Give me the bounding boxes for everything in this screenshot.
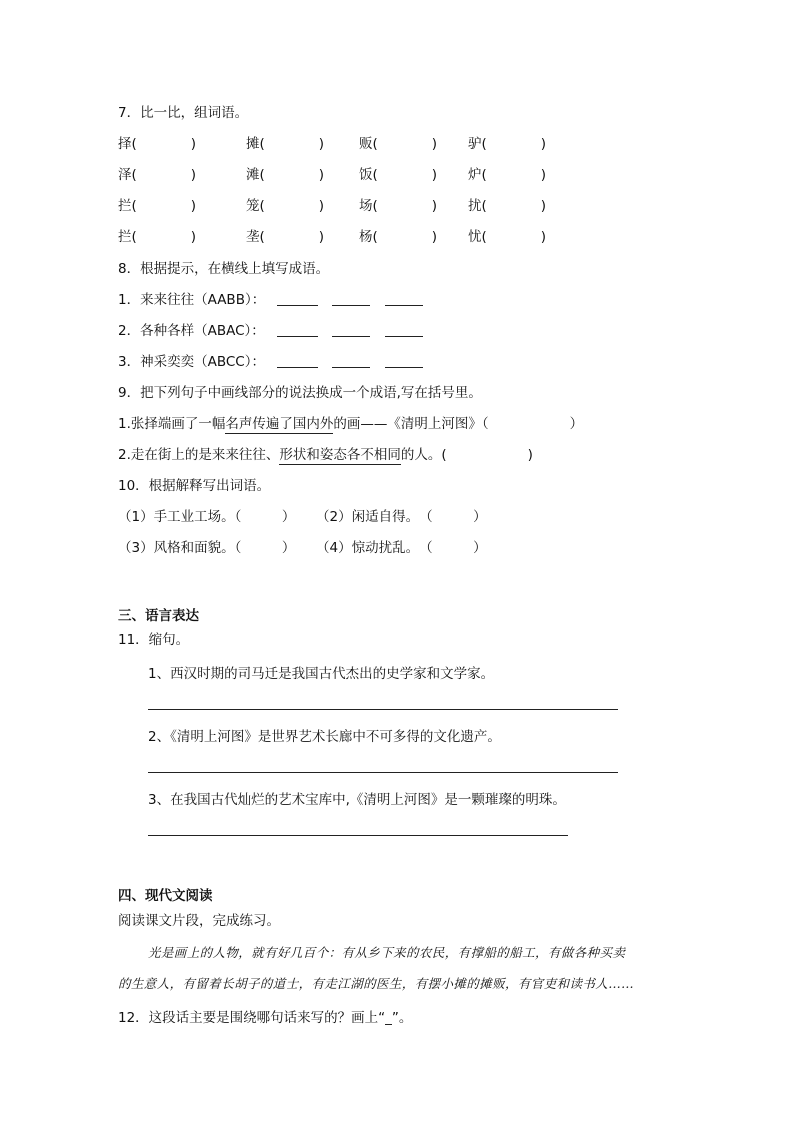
idiom-blank[interactable] xyxy=(385,367,423,368)
q10-item[interactable]: （3）风格和面貌。（ ） xyxy=(118,540,296,556)
idiom-blank[interactable] xyxy=(385,305,423,306)
q7-cell[interactable]: 滩( ) xyxy=(246,167,325,183)
q11-title: 11．缩句。 xyxy=(118,632,190,648)
idiom-blank[interactable] xyxy=(277,336,318,337)
q8-item: 3．神采奕奕（ABCC）： xyxy=(118,354,265,370)
underlined-phrase: 形状和姿态各不相同 xyxy=(279,447,401,463)
q8-title: 8．根据提示，在横线上填写成语。 xyxy=(118,261,330,277)
sentence-text[interactable]: 的人。( ) xyxy=(400,447,533,463)
q7-cell[interactable]: 扰( ) xyxy=(468,198,547,214)
q9-sentence-1 xyxy=(118,414,583,434)
idiom-blank[interactable] xyxy=(332,336,370,337)
shorten-sentence: 1、西汉时期的司马迁是我国古代杰出的史学家和文学家。 xyxy=(148,666,495,682)
q7-cell[interactable]: 场( ) xyxy=(359,198,438,214)
q9-title: 9．把下列句子中画线部分的说法换成一个成语,写在括号里。 xyxy=(118,385,482,401)
q7-cell[interactable]: 垄( ) xyxy=(246,229,325,245)
q7-cell[interactable]: 饭( ) xyxy=(359,167,438,183)
q7-cell[interactable]: 炉( ) xyxy=(468,167,547,183)
q7-cell[interactable]: 择( ) xyxy=(118,136,197,152)
passage-line: 光是画上的人物，就有好几百个：有从乡下来的农民，有撑船的船工，有做各种买卖 xyxy=(148,945,626,960)
q7-cell[interactable]: 驴( ) xyxy=(468,136,547,152)
sentence-text[interactable]: 的画——《清明上河图》（ ） xyxy=(333,416,584,432)
q7-cell[interactable]: 拦( ) xyxy=(118,198,197,214)
answer-line[interactable] xyxy=(148,835,568,836)
q7-cell[interactable]: 拦( ) xyxy=(118,229,197,245)
q8-item: 1．来来往往（AABB）： xyxy=(118,292,266,308)
q7-cell[interactable]: 摊( ) xyxy=(246,136,325,152)
section-heading: 三、语言表达 xyxy=(118,608,199,624)
q12-question: 12．这段话主要是围绕哪句话来写的？画上“_”。 xyxy=(118,1010,413,1026)
idiom-blank[interactable] xyxy=(332,305,370,306)
q8-item: 2．各种各样（ABAC）： xyxy=(118,323,265,339)
idiom-blank[interactable] xyxy=(277,305,318,306)
q7-cell[interactable]: 贩( ) xyxy=(359,136,438,152)
q7-title: 7．比一比，组词语。 xyxy=(118,105,249,121)
q10-item[interactable]: （4）惊动扰乱。 （ ） xyxy=(316,540,487,556)
shorten-sentence: 2、《清明上河图》是世界艺术长廊中不可多得的文化遗产。 xyxy=(148,729,501,745)
idiom-blank[interactable] xyxy=(385,336,423,337)
underlined-phrase: 名声传遍了国内外 xyxy=(225,416,334,432)
idiom-blank[interactable] xyxy=(277,367,318,368)
idiom-blank[interactable] xyxy=(332,367,370,368)
q10-item[interactable]: （1）手工业工场。（ ） xyxy=(118,509,296,525)
q9-sentence-2 xyxy=(118,445,533,465)
passage-line: 的生意人，有留着长胡子的道士，有走江湖的医生，有摆小摊的摊贩，有官吏和读书人…… xyxy=(118,976,635,991)
q10-title: 10．根据解释写出词语。 xyxy=(118,478,271,494)
q10-item[interactable]: （2）闲适自得。 （ ） xyxy=(316,509,487,525)
answer-line[interactable] xyxy=(148,709,618,710)
q7-cell[interactable]: 泽( ) xyxy=(118,167,197,183)
q7-cell[interactable]: 忧( ) xyxy=(468,229,547,245)
section-heading: 四、现代文阅读 xyxy=(118,888,213,904)
sentence-text: 2.走在街上的是来来往往、 xyxy=(118,447,280,463)
answer-line[interactable] xyxy=(148,772,618,773)
sentence-text: 1.张择端画了一幅 xyxy=(118,416,226,432)
q7-cell[interactable]: 杨( ) xyxy=(359,229,438,245)
reading-intro: 阅读课文片段，完成练习。 xyxy=(118,913,280,929)
shorten-sentence: 3、在我国古代灿烂的艺术宝库中,《清明上河图》是一颗璀璨的明珠。 xyxy=(148,792,566,808)
q7-cell[interactable]: 笼( ) xyxy=(246,198,325,214)
